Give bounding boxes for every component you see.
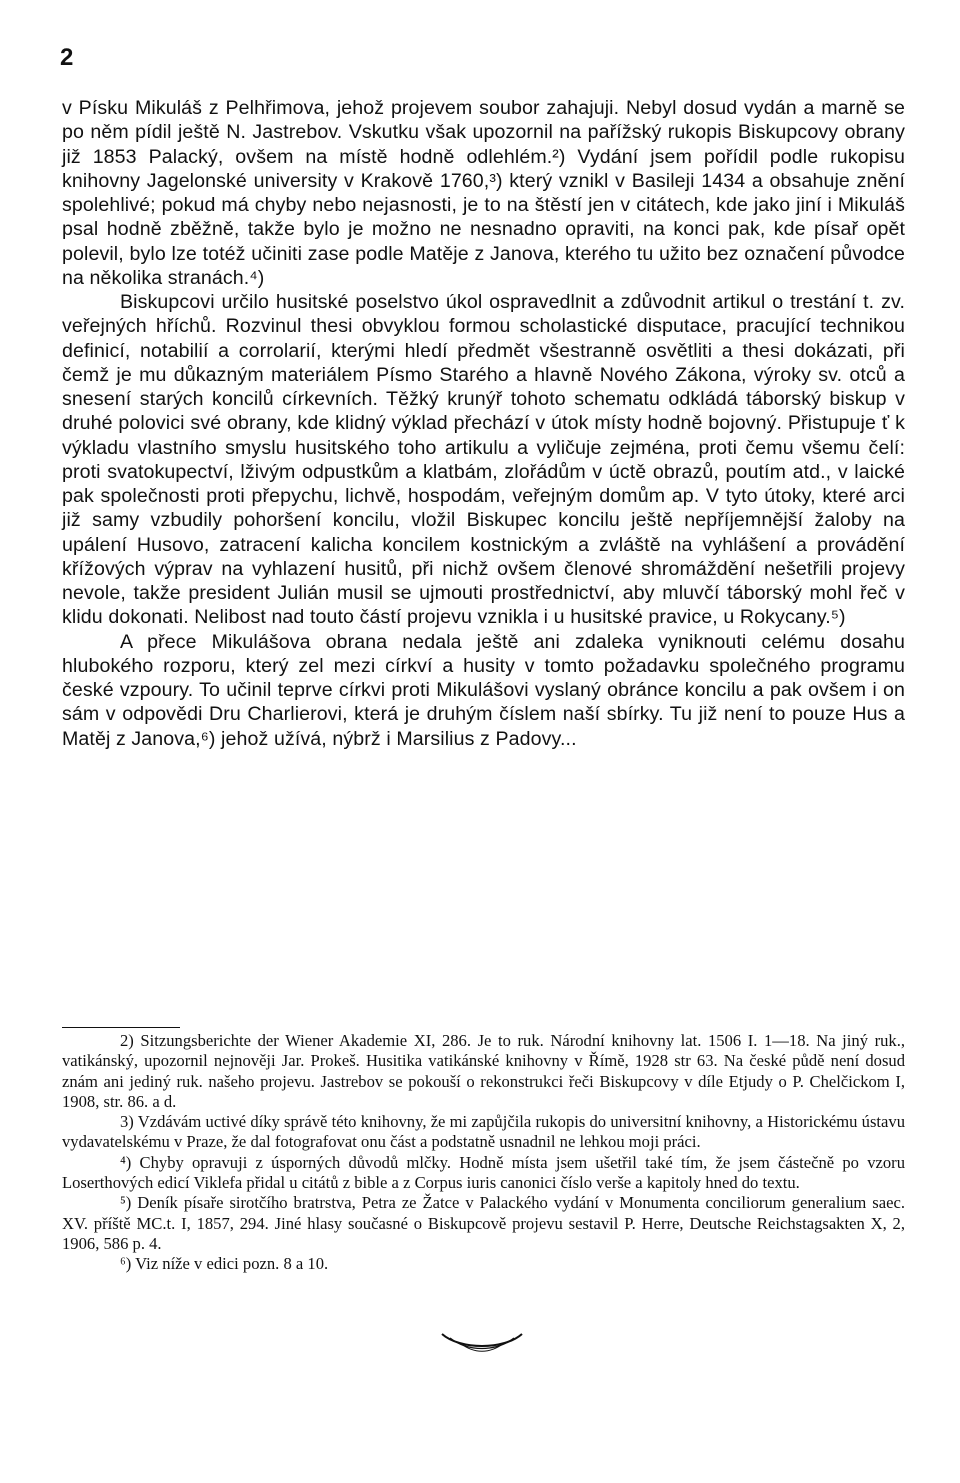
- footnote-3: 3) Vzdávám uctivé díky správě této knihovny, že mi zapůjčila rukopis do universitní knihovny, a Historickému ústavu vydavatelskému v Praze, že dal fotografovat onu část a podstatně usnadnil ne lehkou moji práci.: [62, 1112, 905, 1152]
- paragraph-1: v Písku Mikuláš z Pelhřimova, jehož projevem soubor zahajuji. Nebyl dosud vydán a marně se po něm pídil ještě N. Jastrebov. Vskutku však upozornil na pařížský rukopis Biskupcovy obrany již 1853 Palacký, ovšem na místě hodně odlehlém.²) Vydání jsem pořídil podle rukopisu knihovny Jagelonské university v Krakově 1760,³) který vznikl v Basileji 1434 a obsahuje znění spolehlivé; pokud má chyby nebo nejasnosti, je to na štěstí jen v citátech, kde jako jiní i Mikuláš psal hodně zběžně, takže bylo je možno ne nesnadno opraviti, na konci pak, kde písař opět polevil, bylo lze totéž učiniti zase podle Matěje z Janova, kterého tu užito bez označení původce na několika stranách.⁴): [62, 97, 905, 289]
- page-number: 2: [60, 44, 74, 71]
- paragraph-2: Biskupcovi určilo husitské poselstvo úkol ospravedlnit a zdůvodnit artikul o trestání t. zv. veřejných hříchů. Rozvinul thesi obvyklou formou scholastické disputace, pracující technikou definicí, notabilií a corrolarií, kterými hledí předmět všestranně osvětliti a thesi dokázati, při čemž je mu důkazným materiálem Písmo Starého a hlavně Nového Zákona, výroky sv. otců a snesení starých koncilů církevních. Těžký krunýř tohoto schematu odkládá táborský biskup v druhé polovici své obrany, kde klidný výklad přechází v útok místy hodně bojovný. Přistupuje ť k výkladu vlastního smyslu husitského toho artikulu a vyličuje zejména, proti čemu všemu čelí: proti svatokupectví, lživým odpustkům a klatbám, zlořádům v úctě obrazů, poutím atd., v laické pak společnosti proti přepychu, lichvě, hospodám, veřejným domům ap. V tyto útoky, které arci již samy vzbudily pohoršení koncilu, vložil Biskupec koncilu ještě nepříjemnější žaloby na upálení Husovo, zatracení kalicha koncilem kostnickým a zvláště na vyhlášení a provádění křížových výprav na vyhlazení husitů, při nichž ovšem členové shromáždění nešetřili projevy nevole, takže president Julián musil se ujmouti prostřednictví, aby mluvčí táborský mohl řeč v klidu dokonati. Nelibost nad touto částí projevu vznikla i u husitské pravice, u Rokycany.⁵): [62, 291, 905, 629]
- footnote-2: 2) Sitzungsberichte der Wiener Akademie XI, 286. Je to ruk. Národní knihovny lat. 1506 I. 1—18. Na jiný ruk., vatikánský, upozornil nejnověji Jar. Prokeš. Husitika vatikánské knihovny v Římě, 1928 str 63. Na české půdě není dosud znám ani jediný ruk. našeho projevu. Jastrebov se pokouší o rekonstrukci řeči Biskupcovy v díle Etjudy o P. Chelčickom I, 1908, str. 86. a d.: [62, 1031, 905, 1111]
- swash-ornament-icon: [440, 1330, 524, 1356]
- footnotes: [62, 1031, 905, 1275]
- main-text: [62, 96, 905, 751]
- paragraph-3: A přece Mikulášova obrana nedala ještě ani zdaleka vyniknouti celému dosahu hlubokého rozporu, který zel mezi církví a husity v tomto požadavku společného programu české vzpoury. To učinil teprve církvi proti Mikulášovi vyslaný obránce koncilu a pak ovšem i on sám v odpovědi Dru Charlierovi, která je druhým číslem naší sbírky. Tu již není to pouze Hus a Matěj z Janova,⁶) jehož užívá, nýbrž i Marsilius z Padovy...: [62, 630, 905, 750]
- footnote-5: ⁵) Deník písaře sirotčího bratrstva, Petra ze Žatce v Palackého vydání v Monumenta conciliorum generalium saec. XV. příště MC.t. I, 1857, 294. Jiné hlasy současné o Biskupcově projevu sestavil P. Herre, Deutsche Reichstagsakten X, 2, 1906, 586 p. 4.: [62, 1193, 905, 1253]
- footnote-separator: [62, 1027, 180, 1028]
- footnote-4: ⁴) Chyby opravuji z úsporných důvodů mlčky. Hodně místa jsem ušetřil také tím, že jsem částečně po vzoru Loserthových edicí Viklefa přidal u citátů z bible a z Corpus iuris canonici číslo verše a kapitoly hned do textu.: [62, 1152, 905, 1193]
- footnote-6: ⁶) Viz níže v edici pozn. 8 a 10.: [120, 1254, 329, 1274]
